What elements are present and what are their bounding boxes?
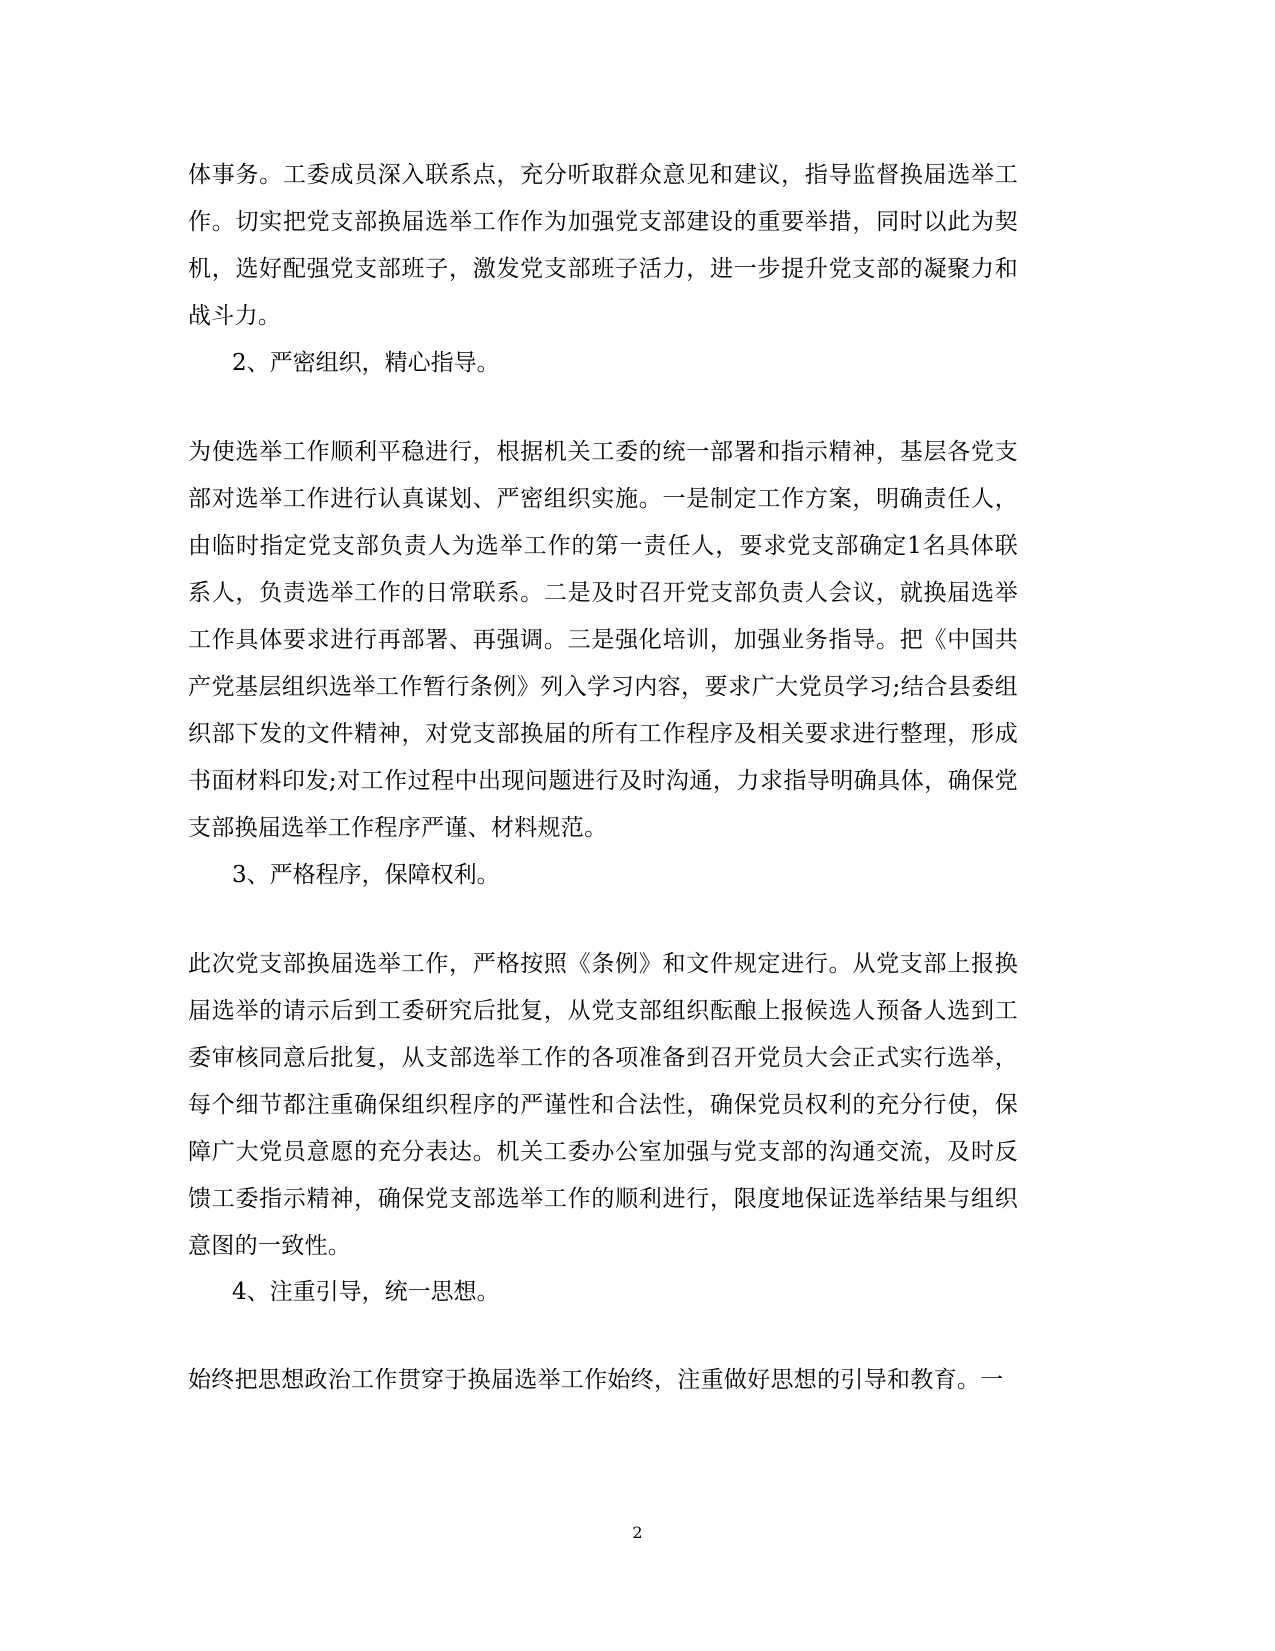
page-number: 2 <box>632 1523 643 1542</box>
paragraph-guidance: 始终把思想政治工作贯穿于换届选举工作始终，注重做好思想的引导和教育。一 <box>188 1367 1004 1393</box>
paragraph-procedure: 此次党支部换届选举工作，严格按照《条例》和文件规定进行。从党支部上报换届选举的请示后到工委研究后批复，从党支部组织酝酿上报候选人预备人选到工委审核同意后批复，从支部选举工作的各项准备到召开党员大会正式实行选举，每个细节都注重确保组织程序的严谨性和合法性，确保党员权利的充分行使，保障广大党员意愿的充分表达。机关工委办公室加强与党支部的沟通交流，及时反馈工委指示精神，确保党支部选举工作的顺利进行，限度地保证选举结果与组织意图的一致性。 <box>188 951 1018 1259</box>
section-heading-2: 2、严密组织，精心指导。 <box>232 350 500 376</box>
paragraph-continuation: 体事务。工委成员深入联系点，充分听取群众意见和建议，指导监督换届选举工作。切实把党支部换届选举工作作为加强党支部建设的重要举措，同时以此为契机，选好配强党支部班子，激发党支部班子活力，进一步提升党支部的凝聚力和战斗力。 <box>188 162 1018 329</box>
section-heading-3: 3、严格程序，保障权利。 <box>232 862 500 888</box>
section-heading-4: 4、注重引导，统一思想。 <box>232 1279 500 1305</box>
paragraph-organization: 为使选举工作顺利平稳进行，根据机关工委的统一部署和指示精神，基层各党支部对选举工作进行认真谋划、严密组织实施。一是制定工作方案，明确责任人，由临时指定党支部负责人为选举工作的第一责任人，要求党支部确定1名具体联系人，负责选举工作的日常联系。二是及时召开党支部负责人会议，就换届选举工作具体要求进行再部署、再强调。三是强化培训，加强业务指导。把《中国共产党基层组织选举工作暂行条例》列入学习内容，要求广大党员学习;结合县委组织部下发的文件精神，对党支部换届的所有工作程序及相关要求进行整理，形成书面材料印发;对工作过程中出现问题进行及时沟通，力求指导明确具体，确保党支部换届选举工作程序严谨、材料规范。 <box>188 439 1018 841</box>
